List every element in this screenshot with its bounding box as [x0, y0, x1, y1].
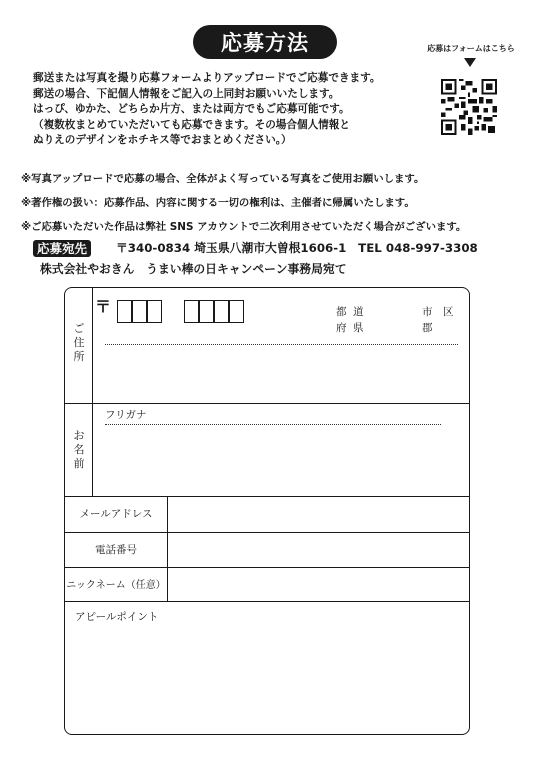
divider — [65, 601, 469, 602]
intro-line: 郵送または写真を撮り応募フォームよりアップロードでご応募できます。 — [33, 72, 381, 84]
postal-mark: 〒 — [95, 297, 112, 316]
appeal-label: アピールポイント — [75, 611, 159, 623]
city-shi: 市 — [422, 306, 433, 318]
email-field[interactable] — [169, 498, 467, 530]
qr-label: 応募はフォームはこちら — [427, 44, 515, 53]
note-sns: ※ご応募いただいた作品は弊社 SNS アカウントで二次利用させていただく場合がございます。 — [21, 221, 467, 233]
note-photo: ※写真アップロードで応募の場合、全体がよく写っている写真をご使用お願いします。 — [21, 173, 425, 185]
intro-line: 郵送の場合、下記個人情報をご記入の上同封お願いいたします。 — [33, 87, 340, 100]
address-label: ご住所 — [73, 322, 85, 363]
nickname-field[interactable] — [169, 569, 467, 600]
email-label: メールアドレス — [79, 508, 153, 520]
intro-line: はっぴ、ゆかた、どちらか片方、または両方でもご応募可能です。 — [33, 103, 350, 116]
furigana-line[interactable] — [105, 424, 441, 425]
postal-digit-box[interactable] — [199, 300, 214, 323]
prefecture-dou: 道 — [353, 306, 364, 318]
address-line[interactable] — [105, 344, 458, 345]
postal-digit-box[interactable] — [214, 300, 229, 323]
postal-digit-box[interactable] — [184, 300, 199, 323]
divider — [65, 403, 469, 404]
prefecture-fu: 府 — [336, 322, 347, 334]
prefecture-to: 都 — [336, 306, 347, 318]
mailing-recipient: 株式会社やおきん うまい棒の日キャンペーン事務局宛て — [40, 262, 347, 276]
postal-digit-box[interactable] — [117, 300, 132, 323]
mailing-address: 〒340-0834 埼玉県八潮市大曽根1606-1 TEL 048-997-3308 — [116, 241, 478, 255]
nickname-label: ニックネーム（任意） — [66, 580, 166, 591]
city-gun: 郡 — [422, 322, 433, 334]
intro-line: ぬりえのデザインをホチキス等でおまとめください。） — [33, 134, 292, 147]
name-label: お名前 — [73, 429, 85, 470]
mailing-tag: 応募宛先 — [33, 240, 91, 257]
divider — [167, 496, 168, 601]
intro-text — [33, 71, 433, 149]
postal-digit-box[interactable] — [147, 300, 162, 323]
notes — [21, 167, 466, 239]
page-title: 応募方法 — [193, 25, 337, 59]
divider — [92, 288, 93, 496]
postal-digit-box[interactable] — [132, 300, 147, 323]
entry-form — [64, 287, 470, 735]
down-arrow-icon — [464, 58, 476, 67]
divider — [65, 532, 469, 533]
qr-code[interactable] — [441, 79, 497, 135]
divider — [65, 496, 469, 497]
divider — [65, 567, 469, 568]
phone-label: 電話番号 — [95, 544, 137, 556]
appeal-field[interactable] — [69, 626, 465, 730]
phone-field[interactable] — [169, 534, 467, 566]
note-copyright: ※著作権の扱い：応募作品、内容に関する一切の権利は、主催者に帰属いたします。 — [21, 197, 415, 209]
intro-line: （複数枚まとめていただいても応募できます。その場合個人情報と — [33, 118, 350, 131]
postal-digit-box[interactable] — [229, 300, 244, 323]
furigana-label: フリガナ — [105, 409, 147, 421]
prefecture-ken: 県 — [353, 322, 364, 334]
city-ku: 区 — [443, 306, 454, 318]
